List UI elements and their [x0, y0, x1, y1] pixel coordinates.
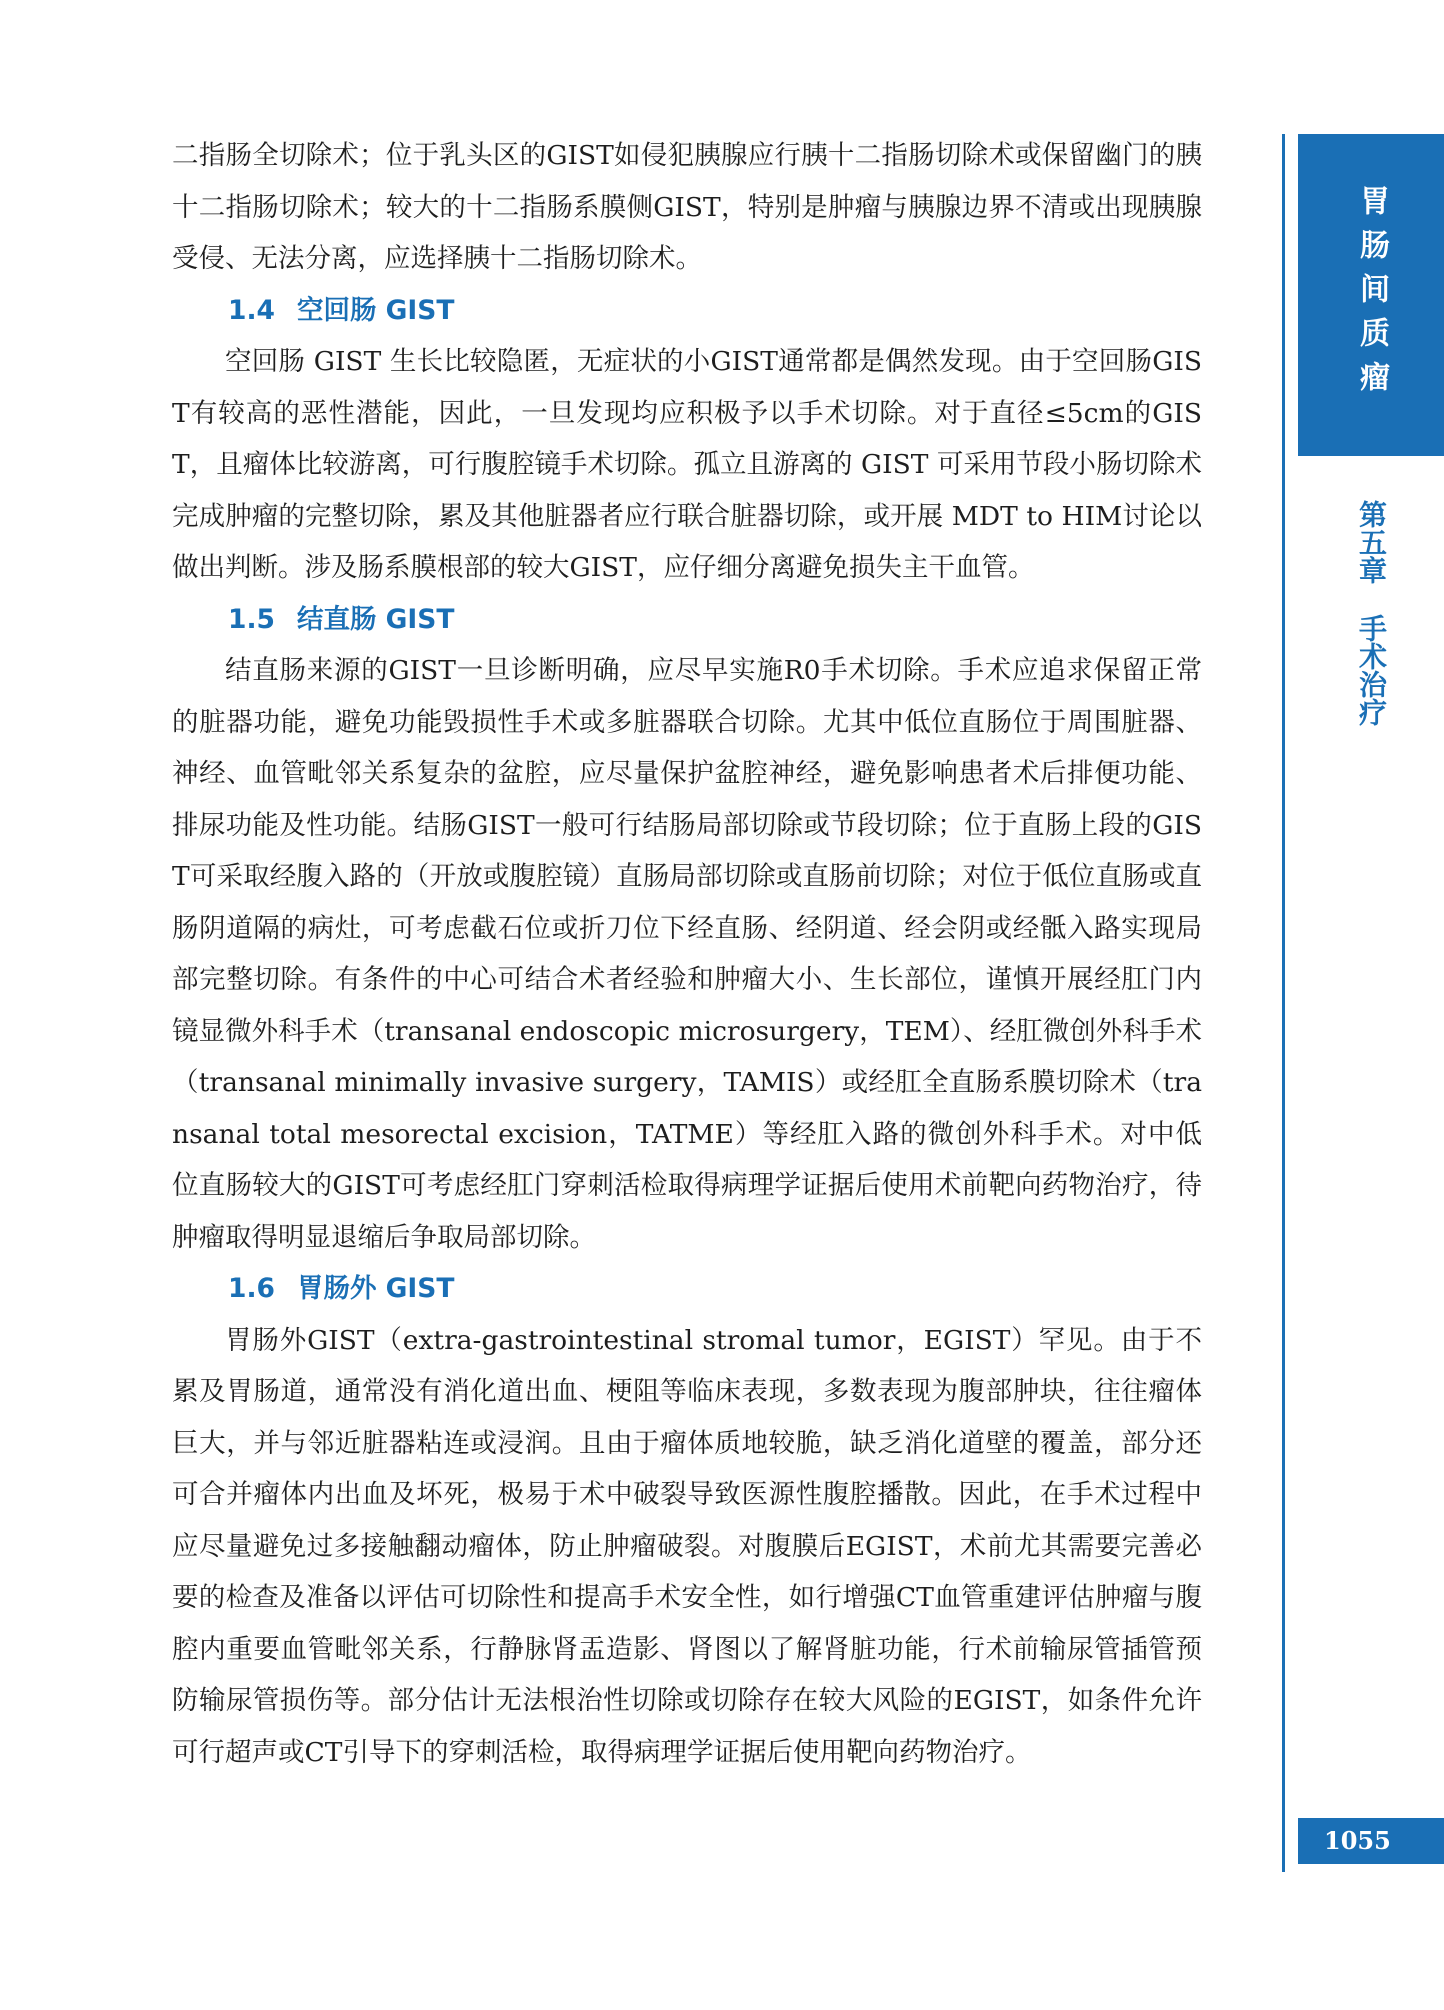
paragraph-colorectal: 结直肠来源的GIST一旦诊断明确，应尽早实施R0手术切除。手术应追求保留正常的脏器功能，避免功能毁损性手术或多脏器联合切除。尤其中低位直肠位于周围脏器、神经、血管毗邻关系复杂的盆腔，应尽量保护盆腔神经，避免影响患者术后排便功能、排尿功能及性功能。结肠GIST一般可行结肠局部切除或节段切除；位于直肠上段的GIST可采取经腹入路的（开放或腹腔镜）直肠局部切除或直肠前切除；对位于低位直肠或直肠阴道隔的病灶，可考虑截石位或折刀位下经直肠、经阴道、经会阴或经骶入路实现局部完整切除。有条件的中心可结合术者经验和肿瘤大小、生长部位，谨慎开展经肛门内镜显微外科手术（transanal endoscopic microsurgery，TEM）、经肛微创外科手术（transanal minimally invasive surgery，TAMIS）或经肛全直肠系膜切除术（transanal total mesorectal excision，TATME）等经肛入路的微创外科手术。对中低位直肠较大的GIST可考虑经肛门穿刺活检取得病理学证据后使用术前靶向药物治疗，待肿瘤取得明显退缩后争取局部切除。	[172, 655, 1202, 1253]
page-content	[172, 130, 1202, 1778]
section-title: 胃肠外 GIST	[296, 1273, 455, 1304]
section-heading-1-6	[172, 1263, 1202, 1315]
section-title: 结直肠 GIST	[296, 603, 455, 635]
paragraph-duodenum-continued: 二指肠全切除术；位于乳头区的GIST如侵犯胰腺应行胰十二指肠切除术或保留幽门的胰十二指肠切除术；较大的十二指肠系膜侧GIST，特别是肿瘤与胰腺边界不清或出现胰腺受侵、无法分离，应选择胰十二指肠切除术。	[172, 140, 1202, 274]
paragraph-extra-gastrointestinal: 胃肠外GIST（extra-gastrointestinal stromal tumor，EGIST）罕见。由于不累及胃肠道，通常没有消化道出血、梗阻等临床表现，多数表现为腹部肿块，往往瘤体巨大，并与邻近脏器粘连或浸润。且由于瘤体质地较脆，缺乏消化道壁的覆盖，部分还可合并瘤体内出血及坏死，极易于术中破裂导致医源性腹腔播散。因此，在手术过程中应尽量避免过多接触翻动瘤体，防止肿瘤破裂。对腹膜后EGIST，术前尤其需要完善必要的检查及准备以评估可切除性和提高手术安全性，如行增强CT血管重建评估肿瘤与腹腔内重要血管毗邻关系，行静脉肾盂造影、肾图以了解肾脏功能，行术前输尿管插管预防输尿管损伤等。部分估计无法根治性切除或切除存在较大风险的EGIST，如条件允许可行超声或CT引导下的穿刺活检，取得病理学证据后使用靶向药物治疗。	[172, 1324, 1202, 1768]
side-vertical-rule	[1282, 134, 1285, 1872]
book-title-tab	[1298, 134, 1444, 456]
page-number: 1055	[1298, 1818, 1444, 1864]
section-title: 空回肠 GIST	[296, 294, 455, 326]
section-number: 1.5	[228, 603, 275, 635]
section-heading-1-4	[172, 285, 1202, 337]
chapter-name: 手术治疗	[1355, 614, 1388, 726]
paragraph-jejunum-ileum: 空回肠 GIST 生长比较隐匿，无症状的小GIST通常都是偶然发现。由于空回肠GIST有较高的恶性潜能，因此，一旦发现均应积极予以手术切除。对于直径≤5cm的GIST，且瘤体比较游离，可行腹腔镜手术切除。孤立且游离的 GIST 可采用节段小肠切除术完成肿瘤的完整切除，累及其他脏器者应行联合脏器切除，或开展 MDT to HIM讨论以做出判断。涉及肠系膜根部的较大GIST，应仔细分离避免损失主干血管。	[172, 346, 1202, 583]
chapter-label: 第五章	[1355, 500, 1388, 584]
section-number: 1.6	[228, 1273, 275, 1304]
section-number: 1.4	[228, 294, 275, 326]
book-title: 胃肠间质瘤	[1354, 185, 1389, 405]
chapter-marker	[1298, 500, 1444, 726]
section-heading-1-5	[172, 594, 1202, 646]
